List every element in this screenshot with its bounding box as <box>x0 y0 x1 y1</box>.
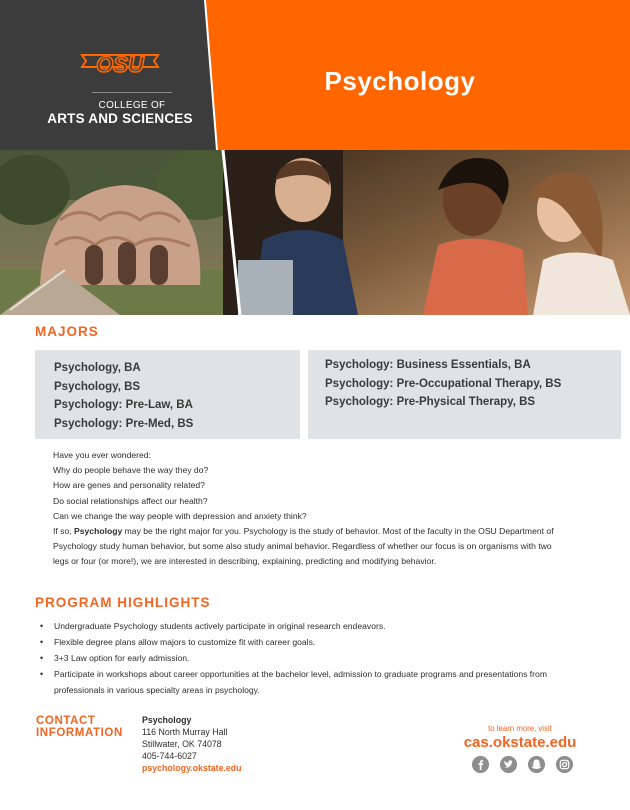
contact-website-link[interactable]: psychology.okstate.edu <box>142 763 242 774</box>
contact-name: Psychology <box>142 715 192 725</box>
logo-rule <box>92 92 172 93</box>
instagram-icon[interactable] <box>556 756 573 773</box>
major-item: Psychology, BS <box>54 380 141 393</box>
majors-right-panel <box>308 350 621 439</box>
highlights-heading: PROGRAM HIGHLIGHTS <box>35 595 211 610</box>
highlight-item: • Undergraduate Psychology students actively participate in original research endeavors. <box>38 619 578 635</box>
logo-lettering: OSU <box>96 52 144 77</box>
snapchat-icon[interactable] <box>528 756 545 773</box>
major-item: Psychology: Pre-Law, BA <box>54 399 193 411</box>
intro-line: How are genes and personality related? <box>53 480 205 491</box>
major-item: Psychology: Pre-Occupational Therapy, BS <box>325 377 562 390</box>
intro-para-start: If so, <box>53 526 75 537</box>
contact-address-1: 116 North Murray Hall <box>142 727 228 738</box>
college-name: ARTS AND SCIENCES <box>47 111 193 126</box>
cas-website-link[interactable]: cas.okstate.edu <box>463 734 577 751</box>
photo-divider <box>0 150 630 315</box>
majors-left-panel <box>35 350 300 439</box>
page-title: Psychology <box>324 66 476 96</box>
intro-para-bold: Psychology <box>74 526 123 537</box>
contact-heading-line2: INFORMATION <box>36 727 123 739</box>
contact-details <box>142 714 242 774</box>
twitter-icon[interactable] <box>500 756 517 773</box>
major-item: Psychology: Pre-Physical Therapy, BS <box>325 396 536 408</box>
major-item: Psychology: Pre-Med, BS <box>54 417 194 430</box>
intro-paragraph <box>53 524 563 570</box>
intro-line: Why do people behave the way they do? <box>53 465 209 476</box>
intro-text <box>53 448 563 570</box>
osu-logo <box>80 47 160 81</box>
contact-heading-line1: CONTACT <box>36 715 96 727</box>
intro-line: Have you ever wondered: <box>53 450 151 460</box>
facebook-icon[interactable] <box>472 756 489 773</box>
contact-phone: 405-744-6027 <box>142 751 197 762</box>
learn-more-label: to learn more, visit <box>488 724 552 733</box>
majors-heading: MAJORS <box>35 324 99 339</box>
highlight-item: • 3+3 Law option for early admission. <box>38 651 578 667</box>
intro-para-rest: may be the right major for you. Psychology is the study of behavior. Most of the faculty in the OSU Department of Psychology study human behavior, but some also study animal behavior. Regardless of whether our focus is on organisms with two legs or four (or more!), we are interested in describing, explaining, predicting and modifying behavior. <box>53 526 554 567</box>
major-item: Psychology: Business Essentials, BA <box>325 359 531 371</box>
contact-heading <box>36 715 123 739</box>
major-item: Psychology, BA <box>54 362 141 374</box>
highlight-item: • Participate in workshops about career opportunities at the bachelor level, admission to graduate programs and presentations from professionals in various specialty areas in psychology. <box>38 667 578 698</box>
intro-line: Can we change the way people with depression and anxiety think? <box>53 510 307 521</box>
highlight-item: • Flexible degree plans allow majors to customize fit with career goals. <box>38 635 578 651</box>
contact-address-2: Stillwater, OK 74078 <box>142 739 222 750</box>
highlights-list <box>38 619 578 699</box>
intro-line: Do social relationships affect our health? <box>53 495 208 506</box>
social-icons <box>472 756 582 774</box>
college-of-label: COLLEGE OF <box>98 100 166 111</box>
